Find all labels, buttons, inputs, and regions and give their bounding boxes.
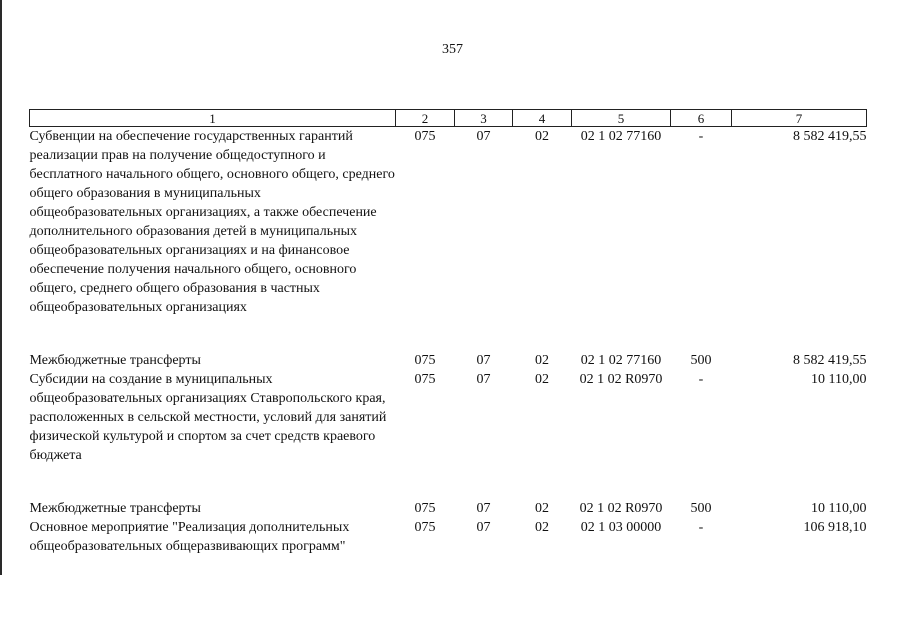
row-target-article: 02 1 02 R0970 xyxy=(579,372,663,387)
row-amount: 8 582 419,55 xyxy=(793,129,867,144)
table-row xyxy=(30,351,867,370)
header-col-5: 5 xyxy=(572,110,671,127)
row-amount: 10 110,00 xyxy=(811,372,867,387)
row-ministry-code: 075 xyxy=(414,501,436,516)
row-name: Межбюджетные трансферты xyxy=(29,501,201,516)
table-row xyxy=(30,518,867,556)
row-section-code: 07 xyxy=(476,129,491,144)
row-section-code: 07 xyxy=(476,372,491,387)
row-ministry-code: 075 xyxy=(414,372,436,387)
row-amount: 10 110,00 xyxy=(811,501,867,516)
row-subsection-code: 02 xyxy=(535,372,549,387)
row-amount: 8 582 419,55 xyxy=(793,353,867,368)
row-subsection-code: 02 xyxy=(535,353,549,368)
row-target-article: 02 1 02 77160 xyxy=(580,129,662,144)
page-number: 357 xyxy=(442,42,463,57)
table-row xyxy=(30,127,867,352)
header-col-7: 7 xyxy=(732,110,867,127)
row-amount: 106 918,10 xyxy=(803,520,867,535)
row-subsection-code: 02 xyxy=(535,520,549,535)
table-header-row xyxy=(30,110,867,127)
row-name: Субвенции на обеспечение государственных гарантий реализации прав на получение общедоступного и бесплатного начального общего, основного общего, среднего общего образования в муниципальных общеобразовательных организациях, а также обеспечение дополнительного образования детей в муниципальных общеобразовательных организациях и на финансовое обеспечение получения начального общего, основного общего, среднего общего образования в частных общеобразовательных организациях xyxy=(29,129,395,315)
row-expense-type: - xyxy=(698,520,704,535)
row-ministry-code: 075 xyxy=(414,520,436,535)
row-expense-type: - xyxy=(698,372,704,387)
row-section-code: 07 xyxy=(476,520,491,535)
scan-edge-line xyxy=(0,0,2,575)
row-subsection-code: 02 xyxy=(535,501,549,516)
header-col-1: 1 xyxy=(30,110,396,127)
row-target-article: 02 1 02 R0970 xyxy=(579,501,663,516)
row-ministry-code: 075 xyxy=(414,353,436,368)
row-subsection-code: 02 xyxy=(535,129,549,144)
header-col-3: 3 xyxy=(455,110,513,127)
row-name: Основное мероприятие "Реализация дополнительных общеобразовательных общеразвивающих программ" xyxy=(29,520,350,554)
row-section-code: 07 xyxy=(476,501,491,516)
table-row xyxy=(30,499,867,518)
header-col-4: 4 xyxy=(513,110,572,127)
row-expense-type: 500 xyxy=(690,353,712,368)
row-name: Субсидии на создание в муниципальных общеобразовательных организациях Ставропольского края, расположенных в сельской местности, условий для занятий физической культурой и спортом за счет средств краевого бюджета xyxy=(29,372,387,463)
table-row xyxy=(30,370,867,499)
row-ministry-code: 075 xyxy=(414,129,436,144)
budget-table xyxy=(29,109,867,556)
row-target-article: 02 1 02 77160 xyxy=(580,353,662,368)
row-expense-type: - xyxy=(698,129,704,144)
header-col-2: 2 xyxy=(396,110,455,127)
row-expense-type: 500 xyxy=(690,501,712,516)
header-col-6: 6 xyxy=(671,110,732,127)
row-section-code: 07 xyxy=(476,353,491,368)
row-target-article: 02 1 03 00000 xyxy=(580,520,662,535)
row-name: Межбюджетные трансферты xyxy=(29,353,201,368)
